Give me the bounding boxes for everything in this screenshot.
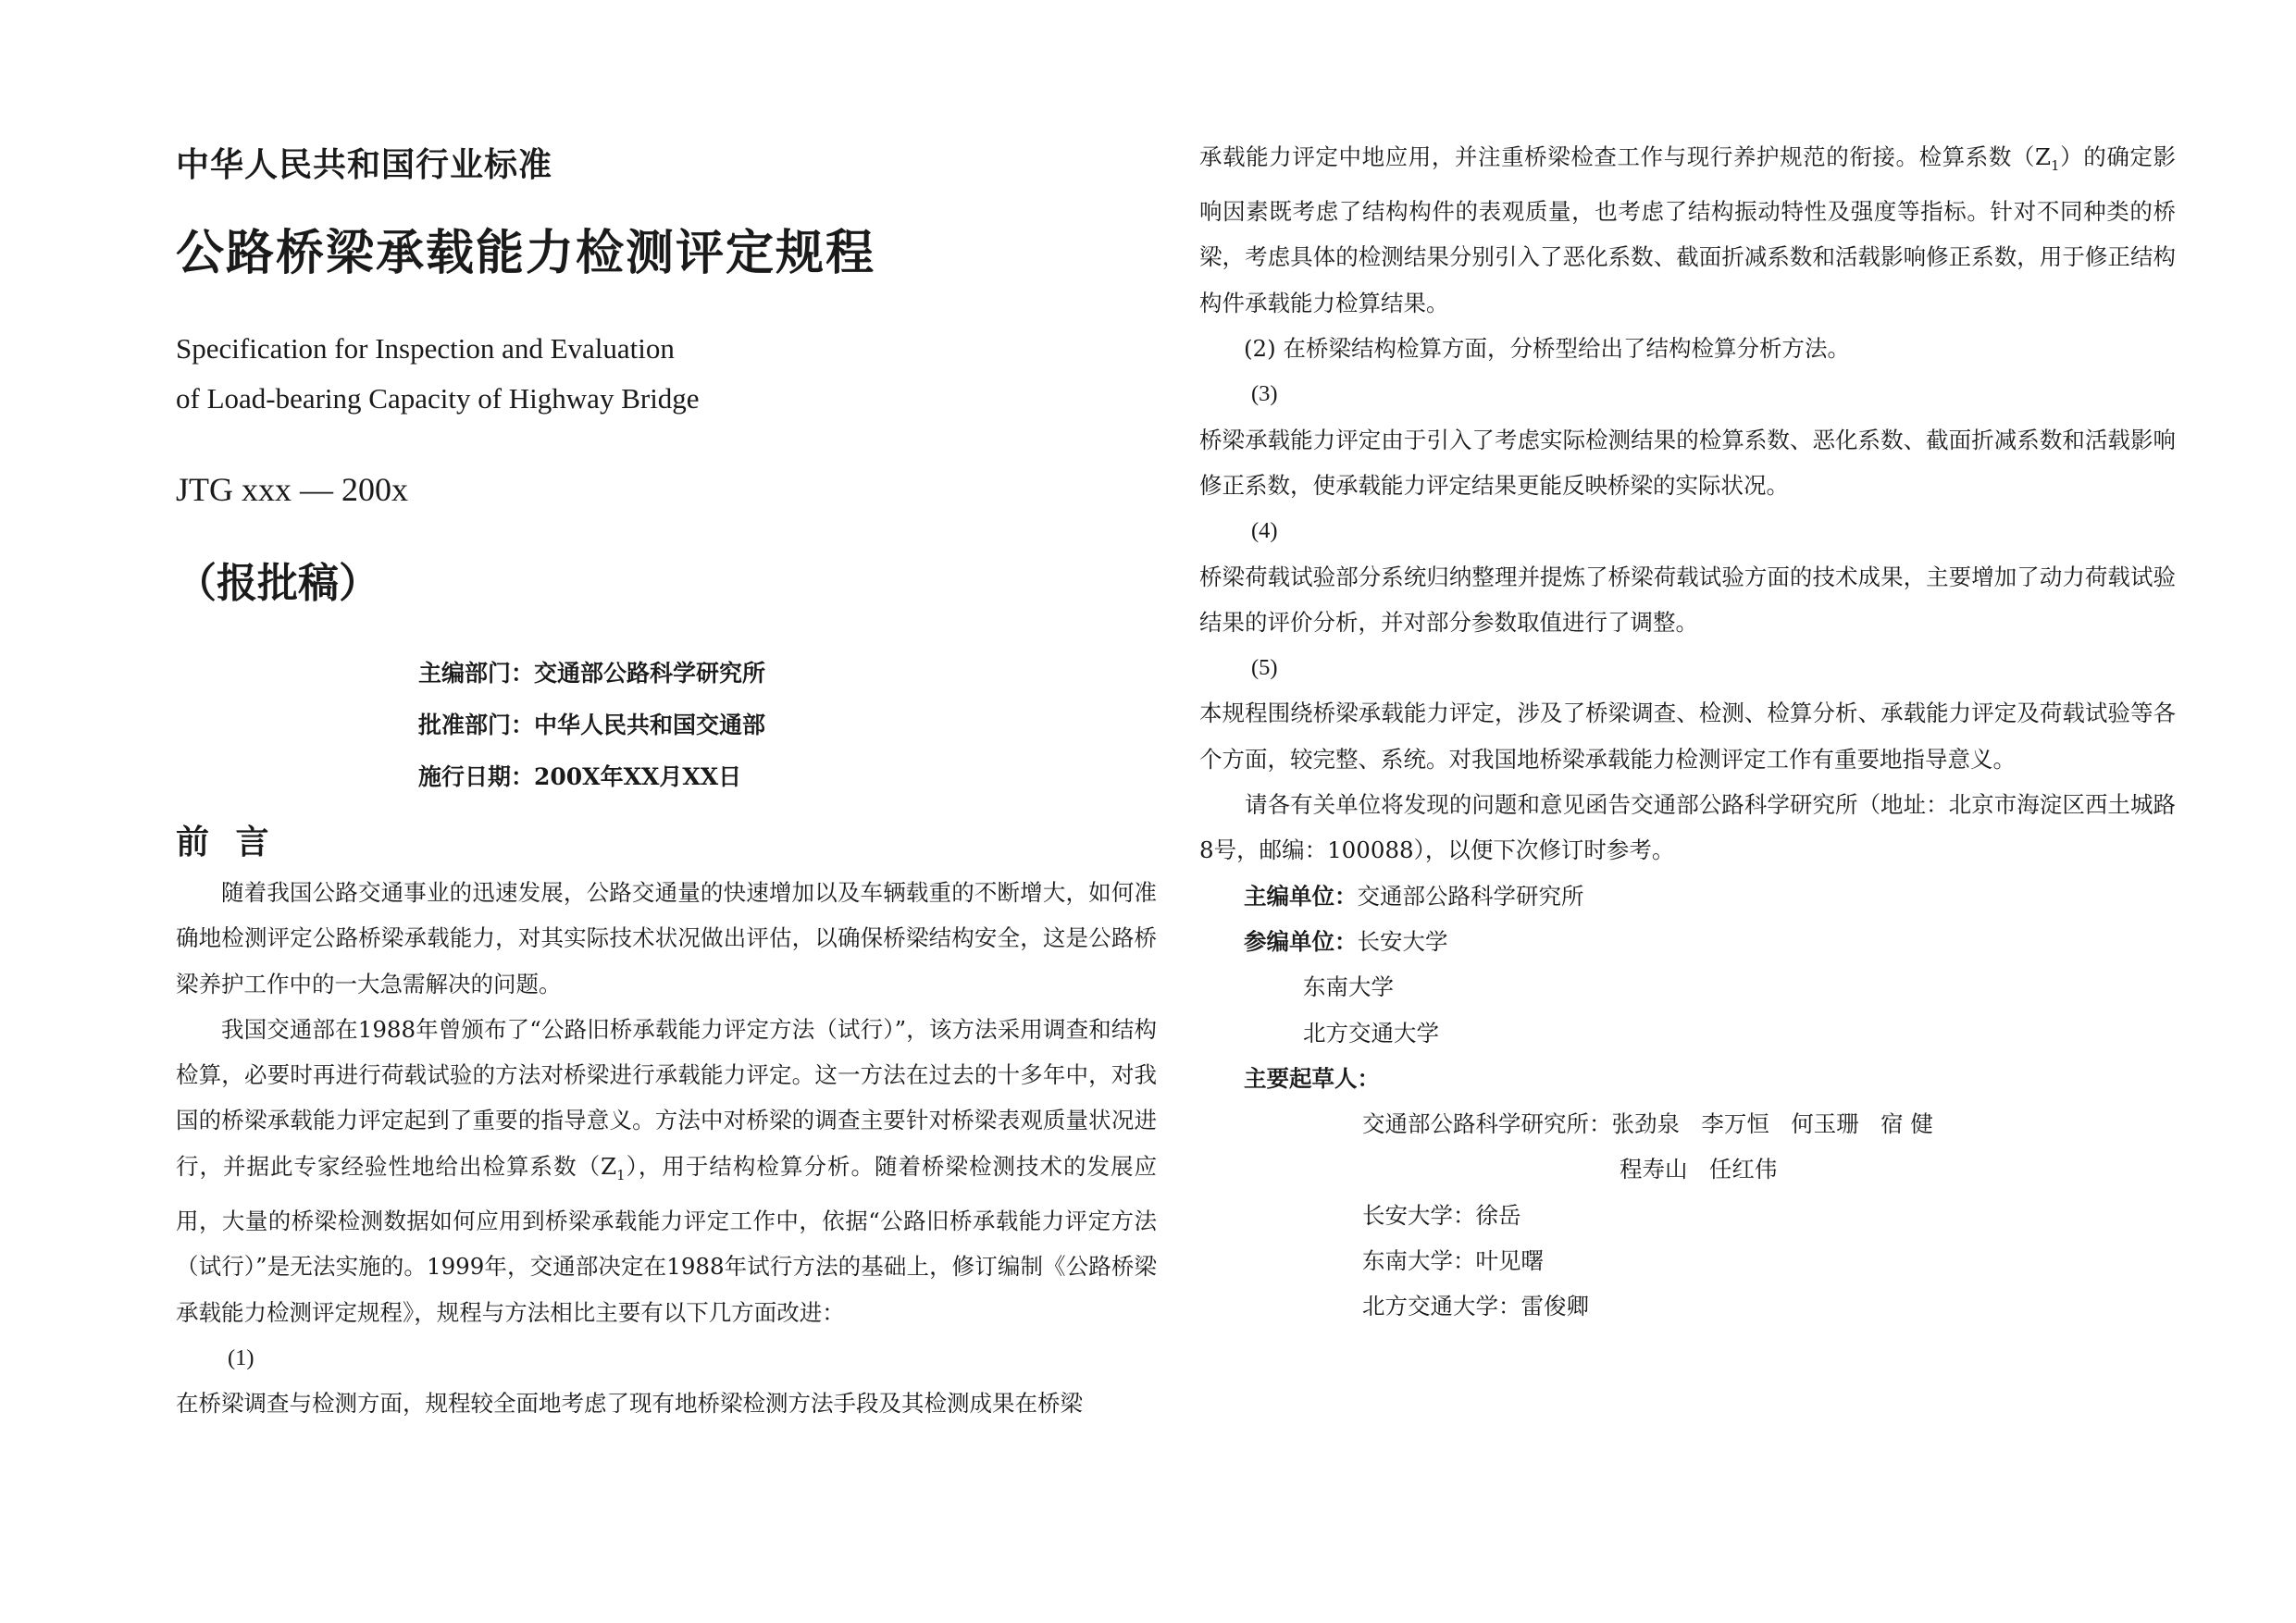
drafter-line: 东南大学：叶见曙 xyxy=(1362,1247,1544,1275)
standard-code: JTG xxx — 200x xyxy=(176,471,408,508)
right-column xyxy=(1199,134,2176,1330)
item-4-text: 桥梁荷载试验部分系统归纳整理并提炼了桥梁荷载试验方面的技术成果，主要增加了动力荷载试验结果的评价分析，并对部分参数取值进行了调整。 xyxy=(1199,563,2176,636)
publication-meta xyxy=(176,648,1157,803)
document-title: 公路桥梁承载能力检测评定规程 xyxy=(176,225,876,281)
participating-unit xyxy=(1199,919,2176,964)
chief-unit-label: 主编单位： xyxy=(1244,882,1358,910)
item-1-text-a: 在桥梁调查与检测方面，规程较全面地考虑了现有地桥梁检测方法手段及其检测成果在桥梁 xyxy=(176,1390,1083,1418)
item-5-number: (5) xyxy=(1251,655,1278,681)
item-4-number: (4) xyxy=(1251,518,1278,544)
paragraph-2-text-b: ），用于结构检算分析。随着桥梁检测技术的发展应用，大量的桥梁检测数据如何应用到桥梁承载能力评定工作中，依据“公路旧桥承载能力评定方法（试行）”是无法实施的。1999年，交通部决定在1988年试行方法的基础上，修订编制《公路桥梁承载能力检测评定规程》，规程与方法相比主要有以下几方面改进： xyxy=(176,1152,1158,1326)
participating-unit-value: 长安大学 xyxy=(1357,927,1448,955)
participating-unit-item: 东南大学 xyxy=(1303,973,1394,1001)
left-column xyxy=(176,139,1157,1426)
item-1-number: (1) xyxy=(228,1344,254,1370)
item-1-text-continued xyxy=(1199,134,2176,326)
subscript: 1 xyxy=(2051,156,2060,174)
item-2: (2) 在桥梁结构检算方面，分桥型给出了结构检算分析方法。 xyxy=(1244,335,1850,363)
participating-unit-label: 参编单位： xyxy=(1244,927,1358,955)
drafter-line: 交通部公路科学研究所：张劲泉 李万恒 何玉珊 宿 健 xyxy=(1362,1110,1933,1138)
approver-department: 批准部门：中华人民共和国交通部 xyxy=(418,712,766,738)
item-1-text-c: ）的确定影响因素既考虑了结构构件的表观质量，也考虑了结构振动特性及强度等指标。针对不同种类的桥梁，考虑具体的检测结果分别引入了恶化系数、截面折减系数和活载影响修正系数，用于修正结构构件承载能力检算结果。 xyxy=(1199,143,2176,316)
item-3-number: (3) xyxy=(1251,381,1278,407)
standard-line: 中华人民共和国行业标准 xyxy=(176,145,553,184)
drafter-line: 程寿山 任红伟 xyxy=(1620,1156,1778,1183)
item-5-text: 本规程围绕桥梁承载能力评定，涉及了桥梁调查、检测、检算分析、承载能力评定及荷载试验等各个方面，较完整、系统。对我国地桥梁承载能力检测评定工作有重要地指导意义。 xyxy=(1199,700,2176,773)
preface-paragraph-2 xyxy=(176,1007,1157,1335)
feedback-request: 请各有关单位将发现的问题和意见函告交通部公路科学研究所（地址：北京市海淀区西土城路8号，邮编：100088），以便下次修订时参考。 xyxy=(1199,791,2176,864)
chief-unit-value: 交通部公路科学研究所 xyxy=(1357,882,1584,910)
drafters-label: 主要起草人： xyxy=(1244,1064,1380,1092)
editor-department: 主编部门：交通部公路科学研究所 xyxy=(418,660,766,687)
item-1-text-b: 承载能力评定中地应用，并注重桥梁检查工作与现行养护规范的衔接。检算系数（Z xyxy=(1199,143,2052,170)
paragraph-2-text-a: 我国交通部在1988年曾颁布了“公路旧桥承载能力评定方法（试行）”，该方法采用调查和结构检算，必要时再进行荷载试验的方法对桥梁进行承载能力评定。这一方法在过去的十多年中，对我国的桥梁承载能力评定起到了重要的指导意义。方法中对桥梁的调查主要针对桥梁表观质量状况进行，并据此专家经验性地给出检算系数（Z xyxy=(176,1015,1157,1180)
participating-unit-item: 北方交通大学 xyxy=(1303,1019,1439,1047)
english-title-line-2: of Load-bearing Capacity of Highway Bridge xyxy=(176,382,700,415)
effective-date: 施行日期：200X年XX月XX日 xyxy=(418,763,742,790)
item-3-text: 桥梁承载能力评定由于引入了考虑实际检测结果的检算系数、恶化系数、截面折减系数和活载影响修正系数，使承载能力评定结果更能反映桥梁的实际状况。 xyxy=(1199,426,2176,499)
subscript: 1 xyxy=(616,1166,626,1183)
drafter-line: 北方交通大学：雷俊卿 xyxy=(1362,1293,1589,1320)
english-title-line-1: Specification for Inspection and Evaluation xyxy=(176,332,675,365)
drafter-line: 长安大学：徐岳 xyxy=(1362,1201,1521,1229)
draft-label: （报批稿） xyxy=(176,560,379,607)
preface-heading: 前 言 xyxy=(176,823,277,861)
preface-paragraph-1: 随着我国公路交通事业的迅速发展，公路交通量的快速增加以及车辆载重的不断增大，如何准确地检测评定公路桥梁承载能力，对其实际技术状况做出评估，以确保桥梁结构安全，这是公路桥梁养护工作中的一大急需解决的问题。 xyxy=(176,879,1157,997)
chief-unit xyxy=(1199,873,2176,919)
